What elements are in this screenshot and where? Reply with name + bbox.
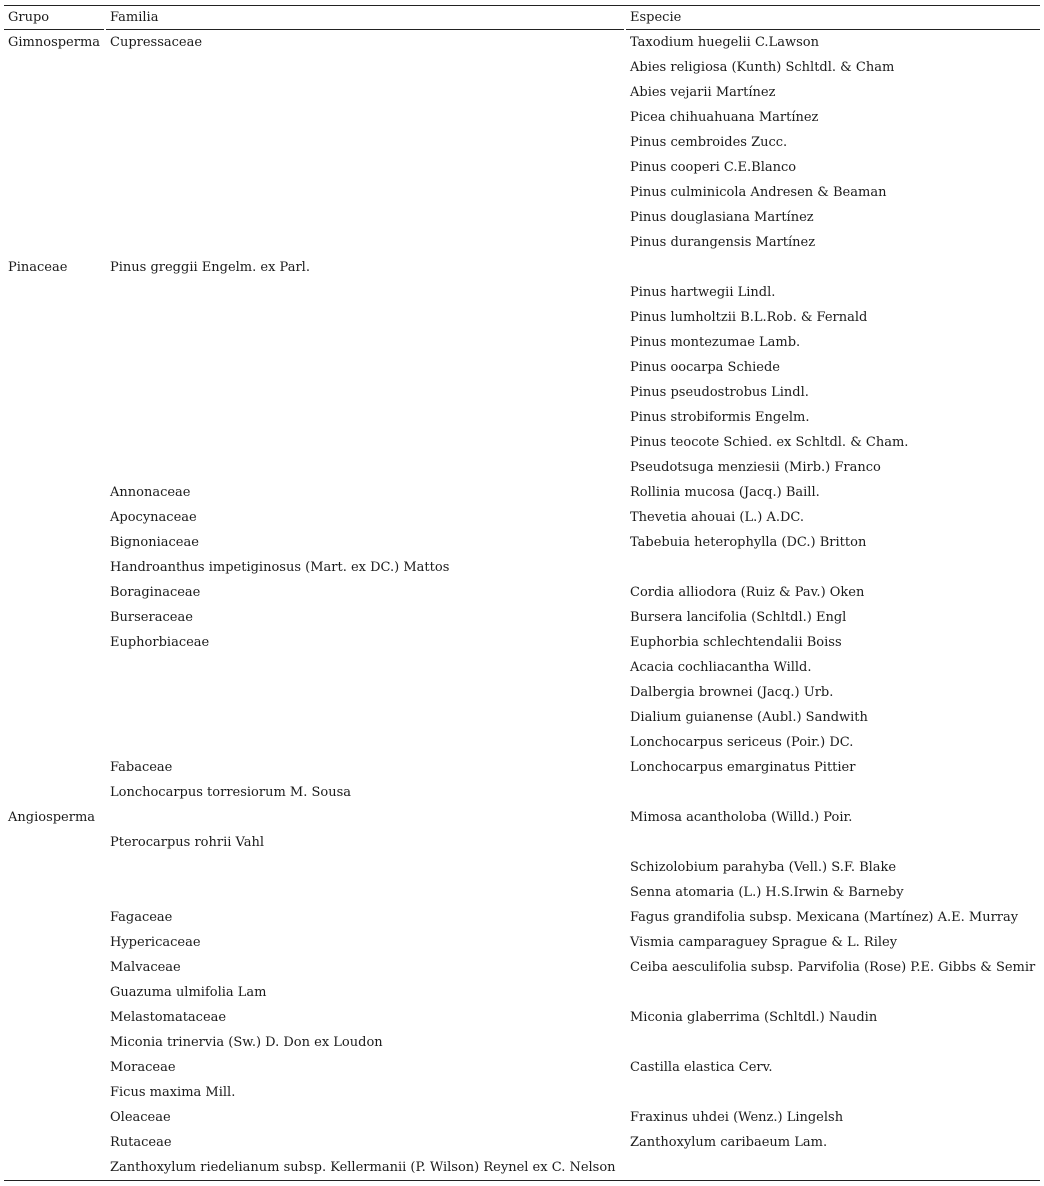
- cell-especie: [630, 830, 1040, 855]
- cell-familia: [110, 230, 624, 255]
- table-row: [4, 1005, 1040, 1030]
- table-row: [4, 330, 1040, 355]
- cell-familia: [110, 430, 624, 455]
- cell-especie: Pinus oocarpa Schiede: [630, 360, 780, 375]
- cell-grupo: [8, 830, 104, 855]
- cell-grupo: [8, 580, 104, 605]
- cell-familia: [110, 805, 624, 830]
- cell-especie: Lonchocarpus sericeus (Poir.) DC.: [630, 735, 854, 750]
- cell-familia: Boraginaceae: [110, 585, 201, 600]
- cell-familia: Ficus maxima Mill.: [110, 1085, 236, 1100]
- cell-especie: Miconia glaberrima (Schltdl.) Naudin: [630, 1010, 878, 1025]
- table-row: [4, 1155, 1040, 1180]
- cell-familia: Moraceae: [110, 1060, 176, 1075]
- cell-especie: Cordia alliodora (Ruiz & Pav.) Oken: [630, 585, 865, 600]
- cell-grupo: [8, 130, 104, 155]
- table-row: [4, 655, 1040, 680]
- cell-familia: Miconia trinervia (Sw.) D. Don ex Loudon: [110, 1035, 383, 1050]
- cell-especie: Pinus hartwegii Lindl.: [630, 285, 776, 300]
- cell-grupo: [8, 1080, 104, 1105]
- cell-especie: Pinus lumholtzii B.L.Rob. & Fernald: [630, 310, 868, 325]
- table-row: [4, 730, 1040, 755]
- cell-grupo: [8, 730, 104, 755]
- cell-especie: [630, 255, 1040, 280]
- cell-grupo: [8, 505, 104, 530]
- cell-grupo: [8, 780, 104, 805]
- cell-grupo: [8, 430, 104, 455]
- header-grupo: Grupo: [8, 10, 50, 25]
- table-row: [4, 430, 1040, 455]
- table-row: [4, 580, 1040, 605]
- cell-familia: [110, 405, 624, 430]
- cell-familia: Bignoniaceae: [110, 535, 199, 550]
- cell-especie: Senna atomaria (L.) H.S.Irwin & Barneby: [630, 885, 904, 900]
- cell-grupo: [8, 605, 104, 630]
- cell-familia: Apocynaceae: [110, 510, 197, 525]
- cell-grupo: [8, 755, 104, 780]
- cell-familia: Annonaceae: [110, 485, 191, 500]
- cell-especie: Tabebuia heterophylla (DC.) Britton: [630, 535, 867, 550]
- cell-especie: Vismia camparaguey Sprague & L. Riley: [630, 935, 898, 950]
- cell-grupo: [8, 905, 104, 930]
- cell-especie: Pinus cooperi C.E.Blanco: [630, 160, 797, 175]
- table-row: [4, 930, 1040, 955]
- cell-especie: Picea chihuahuana Martínez: [630, 110, 819, 125]
- cell-grupo: [8, 555, 104, 580]
- table-row: [4, 1130, 1040, 1155]
- cell-especie: Pinus strobiformis Engelm.: [630, 410, 810, 425]
- cell-grupo: [8, 305, 104, 330]
- cell-familia: [110, 205, 624, 230]
- cell-familia: [110, 105, 624, 130]
- cell-especie: Fagus grandifolia subsp. Mexicana (Martínez) A.E. Murray: [630, 910, 1019, 925]
- cell-especie: [630, 1080, 1040, 1105]
- table-row: [4, 1105, 1040, 1130]
- table-row: [4, 630, 1040, 655]
- cell-familia: [110, 55, 624, 80]
- table-row: [4, 880, 1040, 905]
- cell-familia: Burseraceae: [110, 610, 193, 625]
- cell-familia: Lonchocarpus torresiorum M. Sousa: [110, 785, 352, 800]
- cell-familia: Rutaceae: [110, 1135, 172, 1150]
- cell-grupo: Gimnosperma: [8, 35, 101, 50]
- cell-especie: [630, 980, 1040, 1005]
- cell-grupo: [8, 380, 104, 405]
- table-row: [4, 830, 1040, 855]
- cell-especie: Mimosa acantholoba (Willd.) Poir.: [630, 810, 853, 825]
- table-row: [4, 305, 1040, 330]
- cell-grupo: [8, 405, 104, 430]
- table-row: [4, 755, 1040, 780]
- table-row: [4, 205, 1040, 230]
- cell-especie: Pinus culminicola Andresen & Beaman: [630, 185, 887, 200]
- cell-especie: Castilla elastica Cerv.: [630, 1060, 773, 1075]
- cell-familia: Malvaceae: [110, 960, 181, 975]
- table-header-row: [4, 5, 1040, 30]
- cell-especie: Acacia cochliacantha Willd.: [630, 660, 812, 675]
- cell-especie: Pseudotsuga menziesii (Mirb.) Franco: [630, 460, 881, 475]
- cell-especie: Abies vejarii Martínez: [630, 85, 776, 100]
- cell-grupo: [8, 55, 104, 80]
- table-row: [4, 80, 1040, 105]
- cell-familia: Euphorbiaceae: [110, 635, 210, 650]
- cell-familia: [110, 655, 624, 680]
- cell-grupo: [8, 930, 104, 955]
- table-row: [4, 1080, 1040, 1105]
- cell-familia: Cupressaceae: [110, 35, 203, 50]
- table-row: [4, 605, 1040, 630]
- cell-grupo: [8, 105, 104, 130]
- cell-familia: [110, 380, 624, 405]
- cell-especie: Zanthoxylum caribaeum Lam.: [630, 1135, 828, 1150]
- cell-grupo: [8, 280, 104, 305]
- cell-especie: Lonchocarpus emarginatus Pittier: [630, 760, 856, 775]
- cell-grupo: Angiosperma: [8, 810, 96, 825]
- cell-especie: Pinus montezumae Lamb.: [630, 335, 801, 350]
- table-row: [4, 255, 1040, 280]
- cell-especie: Abies religiosa (Kunth) Schltdl. & Cham: [630, 60, 895, 75]
- cell-grupo: [8, 630, 104, 655]
- table-row: [4, 805, 1040, 830]
- cell-grupo: [8, 980, 104, 1005]
- table-row: [4, 105, 1040, 130]
- table-row: [4, 855, 1040, 880]
- table-row: [4, 30, 1040, 55]
- table-row: [4, 280, 1040, 305]
- table-row: [4, 555, 1040, 580]
- cell-familia: [110, 155, 624, 180]
- table-row: [4, 380, 1040, 405]
- table-row: [4, 530, 1040, 555]
- cell-especie: Pinus pseudostrobus Lindl.: [630, 385, 809, 400]
- cell-grupo: [8, 205, 104, 230]
- header-familia: Familia: [110, 10, 159, 25]
- cell-especie: [630, 1155, 1040, 1180]
- bottom-rule: [4, 1180, 1040, 1181]
- cell-familia: Pinus greggii Engelm. ex Parl.: [110, 260, 310, 275]
- table-row: [4, 55, 1040, 80]
- cell-especie: Pinus douglasiana Martínez: [630, 210, 814, 225]
- cell-grupo: [8, 355, 104, 380]
- cell-especie: Pinus durangensis Martínez: [630, 235, 816, 250]
- cell-especie: Thevetia ahouai (L.) A.DC.: [630, 510, 805, 525]
- cell-familia: Pterocarpus rohrii Vahl: [110, 835, 265, 850]
- cell-especie: Dalbergia brownei (Jacq.) Urb.: [630, 685, 834, 700]
- cell-grupo: [8, 155, 104, 180]
- cell-grupo: [8, 1005, 104, 1030]
- cell-familia: [110, 680, 624, 705]
- cell-especie: [630, 555, 1040, 580]
- cell-familia: [110, 455, 624, 480]
- cell-especie: Ceiba aesculifolia subsp. Parvifolia (Rose) P.E. Gibbs & Semir: [630, 960, 1036, 975]
- table-row: [4, 355, 1040, 380]
- cell-familia: [110, 730, 624, 755]
- cell-familia: [110, 80, 624, 105]
- table-row: [4, 230, 1040, 255]
- table-row: [4, 155, 1040, 180]
- cell-grupo: [8, 180, 104, 205]
- cell-familia: Melastomataceae: [110, 1010, 227, 1025]
- cell-grupo: [8, 1055, 104, 1080]
- table-body: [4, 30, 1040, 1180]
- species-table: [4, 5, 1040, 1181]
- cell-grupo: [8, 1130, 104, 1155]
- cell-familia: Fagaceae: [110, 910, 173, 925]
- cell-especie: Rollinia mucosa (Jacq.) Baill.: [630, 485, 820, 500]
- table-row: [4, 130, 1040, 155]
- cell-familia: [110, 130, 624, 155]
- table-row: [4, 180, 1040, 205]
- table-row: [4, 480, 1040, 505]
- cell-especie: Schizolobium parahyba (Vell.) S.F. Blake: [630, 860, 897, 875]
- cell-familia: [110, 705, 624, 730]
- cell-familia: Zanthoxylum riedelianum subsp. Kellermanii (P. Wilson) Reynel ex C. Nelson: [110, 1160, 616, 1175]
- cell-grupo: [8, 1155, 104, 1180]
- cell-grupo: Pinaceae: [8, 260, 68, 275]
- cell-familia: [110, 880, 624, 905]
- cell-grupo: [8, 880, 104, 905]
- table-row: [4, 780, 1040, 805]
- cell-especie: [630, 780, 1040, 805]
- cell-familia: [110, 305, 624, 330]
- table-row: [4, 505, 1040, 530]
- cell-familia: Guazuma ulmifolia Lam: [110, 985, 267, 1000]
- cell-familia: Handroanthus impetiginosus (Mart. ex DC.) Mattos: [110, 560, 450, 575]
- table-row: [4, 980, 1040, 1005]
- table-row: [4, 905, 1040, 930]
- cell-especie: Taxodium huegelii C.Lawson: [630, 35, 819, 50]
- cell-familia: [110, 355, 624, 380]
- cell-especie: Pinus teocote Schied. ex Schltdl. & Cham.: [630, 435, 909, 450]
- cell-especie: Dialium guianense (Aubl.) Sandwith: [630, 710, 868, 725]
- cell-grupo: [8, 705, 104, 730]
- header-especie: Especie: [630, 10, 682, 25]
- cell-grupo: [8, 530, 104, 555]
- cell-familia: [110, 330, 624, 355]
- cell-especie: Pinus cembroides Zucc.: [630, 135, 788, 150]
- cell-grupo: [8, 1105, 104, 1130]
- table-row: [4, 405, 1040, 430]
- cell-especie: [630, 1030, 1040, 1055]
- cell-familia: [110, 180, 624, 205]
- cell-especie: Fraxinus uhdei (Wenz.) Lingelsh: [630, 1110, 844, 1125]
- cell-especie: Euphorbia schlechtendalii Boiss: [630, 635, 842, 650]
- table-row: [4, 455, 1040, 480]
- cell-grupo: [8, 330, 104, 355]
- table-row: [4, 705, 1040, 730]
- table-row: [4, 955, 1040, 980]
- cell-grupo: [8, 455, 104, 480]
- cell-grupo: [8, 230, 104, 255]
- cell-familia: Fabaceae: [110, 760, 173, 775]
- cell-especie: Bursera lancifolia (Schltdl.) Engl: [630, 610, 847, 625]
- cell-grupo: [8, 655, 104, 680]
- table-row: [4, 1030, 1040, 1055]
- cell-familia: [110, 855, 624, 880]
- cell-grupo: [8, 80, 104, 105]
- table-row: [4, 680, 1040, 705]
- cell-grupo: [8, 480, 104, 505]
- cell-grupo: [8, 680, 104, 705]
- cell-grupo: [8, 1030, 104, 1055]
- cell-familia: [110, 280, 624, 305]
- cell-grupo: [8, 955, 104, 980]
- cell-familia: Oleaceae: [110, 1110, 171, 1125]
- table-row: [4, 1055, 1040, 1080]
- cell-familia: Hypericaceae: [110, 935, 201, 950]
- cell-grupo: [8, 855, 104, 880]
